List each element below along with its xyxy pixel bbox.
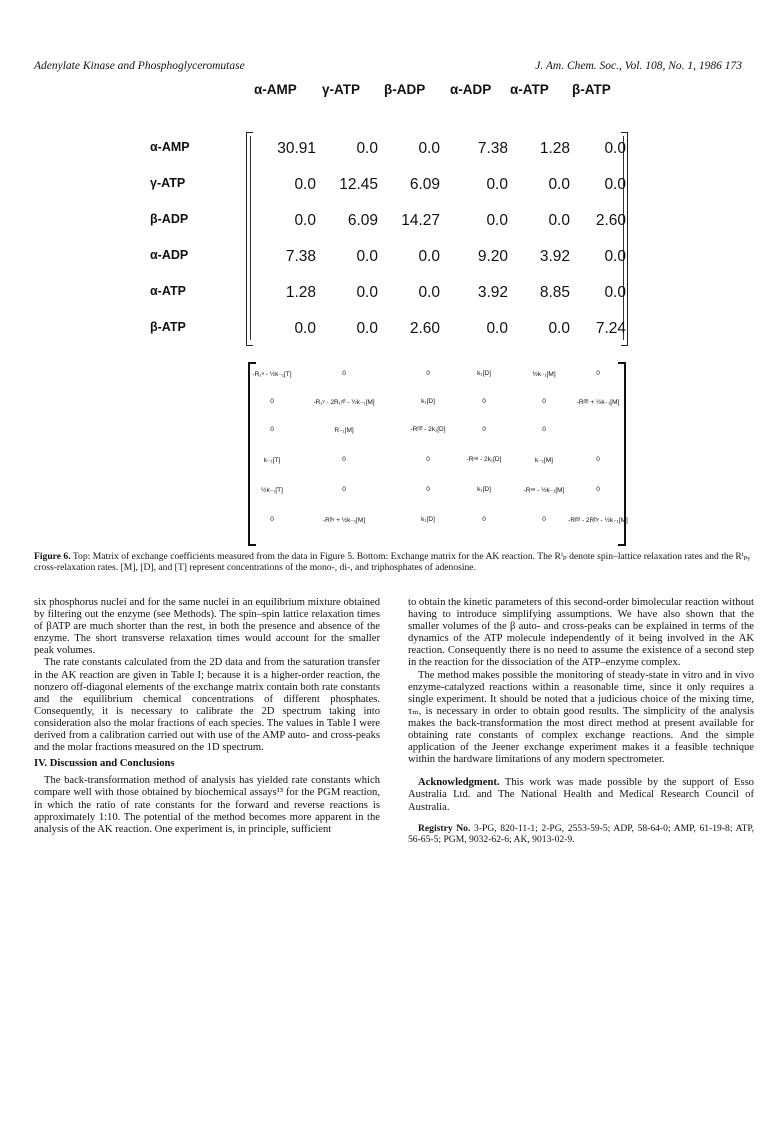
paragraph: The rate constants calculated from the 2D data and from the saturation transfer in the AK reaction are given in Table I; because it is a higher-order reaction, the nonzero off-diagonal elements of the exchange matrix contain both rate constants and the equilibrium chemical concentrations of different phosphates. Consequently, it is necessary to calibrate the 2D spectrum taking into consideration also the molar fractions of each species. The values in Table I were derived from a calibration carried out with use of the AMP auto- and cross-peaks and the molar fractions measured on the 1D spectrum. (34, 657, 380, 754)
matrix1-cell: 9.20 (477, 248, 508, 265)
matrix1-cell: 7.24 (595, 320, 626, 337)
matrix2-cell: 0 (482, 426, 486, 433)
matrix1-cell: 2.60 (409, 320, 440, 337)
matrix1-cell: 2.60 (595, 212, 626, 229)
matrix1-col-label: α-ATP (510, 82, 549, 97)
matrix2-cell: 0 (542, 426, 546, 433)
matrix1-cell: 7.38 (477, 140, 508, 157)
matrix2-cell: 0 (596, 486, 600, 493)
matrix2-cell: 0 (482, 516, 486, 523)
matrix2-cell: -Rᵃᵃ - 2k₁[D] (466, 456, 502, 463)
matrix2-cell: 0 (542, 398, 546, 405)
matrix1-cell: 3.92 (539, 248, 570, 265)
figure-caption (34, 551, 752, 573)
matrix1-cell: 0.0 (486, 320, 508, 337)
matrix1-cell: 0.0 (486, 176, 508, 193)
matrix1-cell: 0.0 (604, 176, 626, 193)
matrix1-cell: 0.0 (418, 284, 440, 301)
paragraph: The method makes possible the monitoring of steady-state in vitro and in vivo enzyme-catalyzed reactions within a reasonable time, since it only requires a single experiment. It should be noted that a judicious choice of the mixing time, τₘ, is necessary in order to obtain good results. The simplicity of the analysis makes the back-transformation the most direct method at present available for obtaining rate constants of complex exchange reactions. And the simple application of the Jeener exchange experiment makes it a feasible technique within the hardware limitations of any modern spectrometer. (408, 669, 754, 766)
matrix2-cell: R₋₁[M] (334, 427, 354, 434)
matrix1-cell: 0.0 (294, 320, 316, 337)
matrix1-col-label: γ-ATP (322, 82, 361, 97)
matrix2-cell: 0 (426, 370, 430, 377)
matrix2-cell: 0 (482, 398, 486, 405)
figure-label: Figure 6. (34, 551, 71, 562)
exchange-coefficient-matrix (246, 132, 628, 344)
running-header-journal: J. Am. Chem. Soc., Vol. 108, No. 1, 1986 173 (535, 60, 742, 72)
matrix-left-bracket-inner (250, 136, 251, 340)
matrix1-cell: 7.38 (285, 248, 316, 265)
matrix1-cell: 8.85 (539, 284, 570, 301)
ak-exchange-matrix (248, 362, 626, 544)
matrix2-cell: 0 (542, 516, 546, 523)
matrix1-col-label: α-AMP (254, 82, 297, 97)
matrix2-cell: -R₁ᵃ - ½k₋₁[T] (252, 371, 292, 378)
matrix2-cell: k₁[D] (421, 516, 435, 523)
matrix1-cell: 30.91 (277, 140, 316, 157)
matrix1-cell: 0.0 (604, 140, 626, 157)
matrix1-cell: 0.0 (356, 284, 378, 301)
matrix2-cell: k₁[D] (477, 370, 491, 377)
matrix1-cell: 0.0 (294, 176, 316, 193)
matrix2-cell: 0 (342, 456, 346, 463)
matrix2-cell: k₋₁[M] (535, 457, 553, 464)
matrix1-cell: 3.92 (477, 284, 508, 301)
matrix2-cell: 0 (426, 486, 430, 493)
paragraph: The back-transformation method of analysis has yielded rate constants which compare well with those obtained by biochemical assays¹³ for the PGM reaction, in which the ratio of rate constants for the forward and reverse reactions is approximately 1:10. The potential of the method becomes more apparent in the analysis of the AK reaction. One experiment is, in principle, sufficient (34, 775, 380, 835)
figure-caption-text: Top: Matrix of exchange coefficients measured from the data in Figure 5. Bottom: Exchange matrix for the AK reaction. The Rⁱₚ denote spin–lattice relaxation rates and the Rⁱₚᵧ cross-relaxation rates. [M], [D], and [T] represent concentrations of the mono-, di-, and triphosphates of adenosine. (34, 551, 751, 573)
matrix1-cell: 0.0 (548, 320, 570, 337)
matrix-right-bracket-inner (623, 136, 624, 340)
matrix1-cell: 12.45 (339, 176, 378, 193)
matrix1-col-label: β-ADP (384, 82, 426, 97)
matrix1-row-label: β-ATP (150, 320, 186, 334)
matrix1-column-labels (232, 82, 652, 102)
matrix1-row-label: α-ADP (150, 248, 189, 262)
matrix2-cell: k₋₁[T] (263, 457, 281, 464)
matrix2-cell: -Rᵝᵝ - 2Rᵝʸ - ½k₋₁[M] (568, 517, 628, 524)
paragraph: six phosphorus nuclei and for the same nuclei in an equilibrium mixture obtained by filtering out the enzyme (see Methods). The spin–spin lattice relaxation times of βATP are much shorter than the rest, in both the presence and absence of the enzyme. The short transverse relaxation times would account for the smaller peak volumes. (34, 597, 380, 657)
matrix1-cell: 0.0 (604, 248, 626, 265)
section-heading: IV. Discussion and Conclusions (34, 758, 175, 770)
registry-text: 3-PG, 820-11-1; 2-PG, 2553-59-5; ADP, 58-64-0; AMP, 61-19-8; ATP, 56-65-5; PGM, 9032-62-6; AK, 9013-02-9. (408, 822, 755, 845)
matrix1-cell: 0.0 (418, 140, 440, 157)
matrix2-cell: k₁[D] (421, 398, 435, 405)
matrix2-cell: -Rᵝʸ + ½k₋₁[M] (322, 517, 366, 524)
matrix2-cell: 0 (426, 456, 430, 463)
matrix2-cell: -R₁ʸ - 2R₁ʸᵝ - ½k₋₁[M] (313, 399, 375, 406)
matrix1-cell: 0.0 (604, 284, 626, 301)
matrix1-row-label: γ-ATP (150, 176, 186, 190)
matrix1-col-label: α-ADP (450, 82, 492, 97)
registry-label: Registry No. (418, 822, 471, 834)
matrix1-row-label: α-ATP (150, 284, 186, 298)
matrix1-cell: 1.28 (285, 284, 316, 301)
matrix1-cell: 0.0 (418, 248, 440, 265)
right-column (408, 597, 754, 845)
matrix2-cell: 0 (270, 516, 274, 523)
matrix2-cell: ½k₋₁[M] (532, 371, 556, 378)
matrix2-cell: 0 (270, 426, 274, 433)
matrix2-cell: 0 (342, 486, 346, 493)
matrix2-cell: -Rᵝᵝ + ½k₋₁[M] (576, 399, 620, 406)
matrix1-row-label: β-ADP (150, 212, 189, 226)
matrix-left-bracket (248, 362, 256, 546)
matrix1-cell: 14.27 (401, 212, 440, 229)
matrix1-cell: 0.0 (548, 176, 570, 193)
matrix2-cell: ½k₋₁[T] (261, 487, 283, 494)
matrix2-cell: -Rᵃᵃ - ½k₋₁[M] (523, 487, 565, 494)
matrix1-row-label: α-AMP (150, 140, 190, 154)
left-column (34, 597, 380, 836)
matrix1-cell: 6.09 (347, 212, 378, 229)
matrix1-cell: 0.0 (548, 212, 570, 229)
matrix1-cell: 6.09 (409, 176, 440, 193)
acknowledgment-text: This work was made possible by the support of Esso Australia Ltd. and The National Health and Medical Research Council of Australia. (408, 777, 754, 813)
matrix1-cell: 0.0 (486, 212, 508, 229)
matrix1-cell: 1.28 (539, 140, 570, 157)
matrix1-cell: 0.0 (294, 212, 316, 229)
registry-numbers (408, 823, 754, 845)
matrix1-col-label: β-ATP (572, 82, 611, 97)
running-header-title: Adenylate Kinase and Phosphoglyceromutase (34, 60, 245, 72)
paragraph: to obtain the kinetic parameters of this second-order bimolecular reaction without having to introduce simplifying assumptions. We have also shown that the smaller volumes of the β auto- and cross-peaks can be explained in terms of the dynamics of the ATP molecule independently of it being involved in the AK reaction. Consequently there is no need to assume the existence of a second step in the reaction for the dissociation of the ATP–enzyme complex. (408, 597, 754, 669)
matrix2-cell: 0 (596, 370, 600, 377)
matrix2-cell: 0 (270, 398, 274, 405)
matrix1-cell: 0.0 (356, 248, 378, 265)
matrix2-cell: -Rᵝᵝ - 2k₁[D] (410, 426, 446, 433)
matrix2-cell: 0 (596, 456, 600, 463)
matrix1-cell: 0.0 (356, 140, 378, 157)
matrix1-cell: 0.0 (356, 320, 378, 337)
acknowledgment (408, 777, 754, 813)
matrix2-cell: 0 (342, 370, 346, 377)
acknowledgment-label: Acknowledgment. (418, 777, 500, 789)
matrix2-cell: k₁[D] (477, 486, 491, 493)
